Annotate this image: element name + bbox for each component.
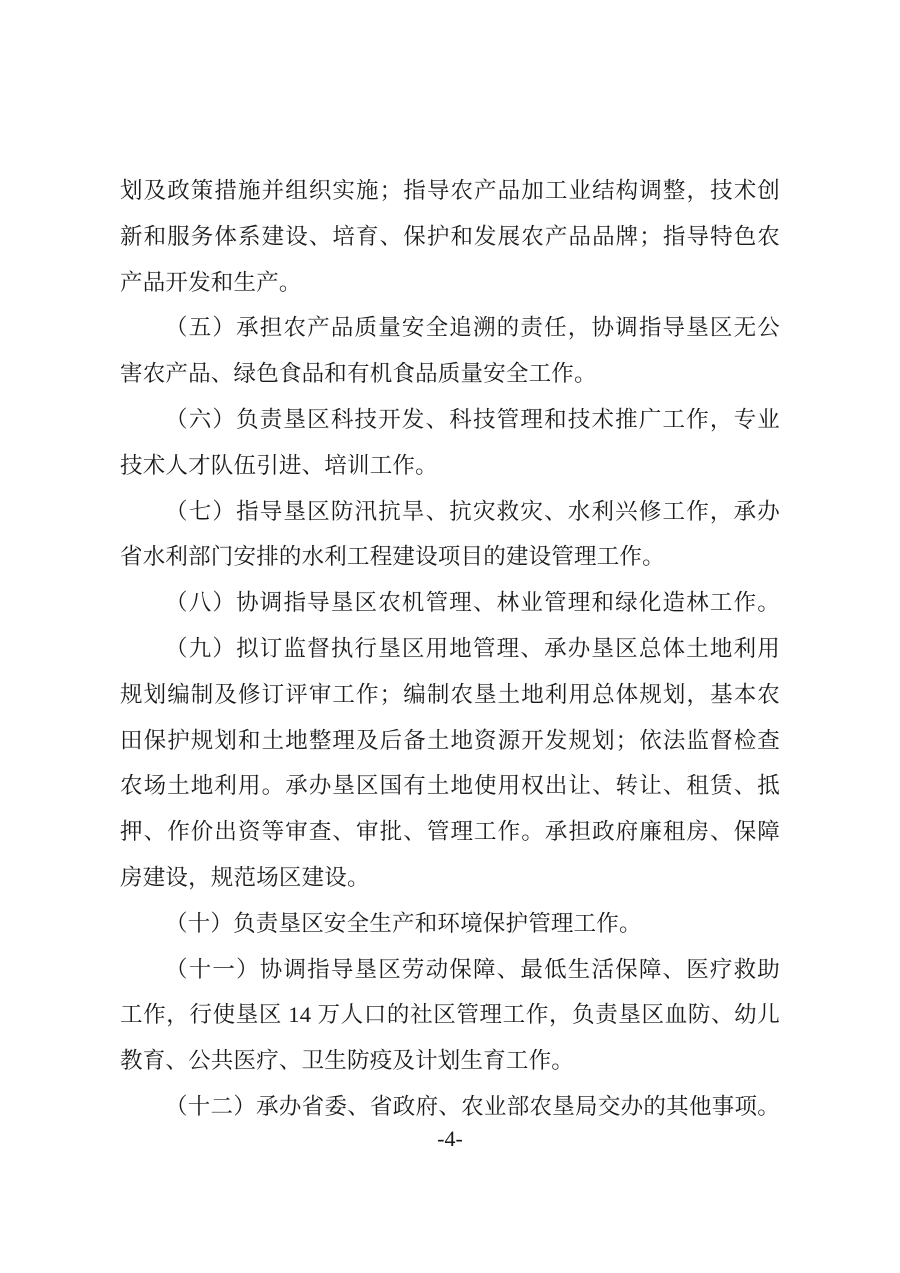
text-line: 房建设，规范场区建设。 bbox=[120, 864, 370, 890]
text-line: （七）指导垦区防汛抗旱、抗灾救灾、水利兴修工作，承办 bbox=[165, 498, 780, 524]
text-line: （五）承担农产品质量安全追溯的责任，协调指导垦区无公 bbox=[165, 315, 780, 341]
text-line: （十二）承办省委、省政府、农业部农垦局交办的其他事项。 bbox=[165, 1093, 780, 1119]
text-line: 教育、公共医疗、卫生防疫及计划生育工作。 bbox=[120, 1048, 575, 1074]
text-line: （十一）协调指导垦区劳动保障、最低生活保障、医疗救助 bbox=[165, 956, 780, 982]
text-block bbox=[120, 168, 780, 1130]
text-line: 农场土地利用。承办垦区国有土地使用权出让、转让、租赁、抵 bbox=[120, 773, 780, 799]
text-line: 产品开发和生产。 bbox=[120, 269, 302, 295]
text-line: （八）协调指导垦区农机管理、林业管理和绿化造林工作。 bbox=[165, 590, 780, 616]
text-line: 新和服务体系建设、培育、保护和发展农产品品牌；指导特色农 bbox=[120, 223, 780, 249]
text-line: 害农产品、绿色食品和有机食品质量安全工作。 bbox=[120, 361, 597, 387]
text-line: （十）负责垦区安全生产和环境保护管理工作。 bbox=[165, 910, 642, 936]
text-line: （六）负责垦区科技开发、科技管理和技术推广工作，专业 bbox=[165, 406, 780, 432]
text-line: 划及政策措施并组织实施；指导农产品加工业结构调整，技术创 bbox=[120, 178, 780, 203]
page-number: -4- bbox=[437, 1126, 463, 1151]
text-line: 工作，行使垦区 14 万人口的社区管理工作，负责垦区血防、幼儿 bbox=[120, 1002, 780, 1028]
text-line: 省水利部门安排的水利工程建设项目的建设管理工作。 bbox=[120, 544, 665, 570]
text-line: 规划编制及修订评审工作；编制农垦土地利用总体规划，基本农 bbox=[120, 681, 780, 707]
text-line: 田保护规划和土地整理及后备土地资源开发规划；依法监督检查 bbox=[120, 727, 780, 753]
text-line: 技术人才队伍引进、培训工作。 bbox=[120, 452, 438, 478]
text-line: （九）拟订监督执行垦区用地管理、承办垦区总体土地利用 bbox=[165, 635, 780, 661]
text-line: 押、作价出资等审查、审批、管理工作。承担政府廉租房、保障 bbox=[120, 819, 780, 845]
